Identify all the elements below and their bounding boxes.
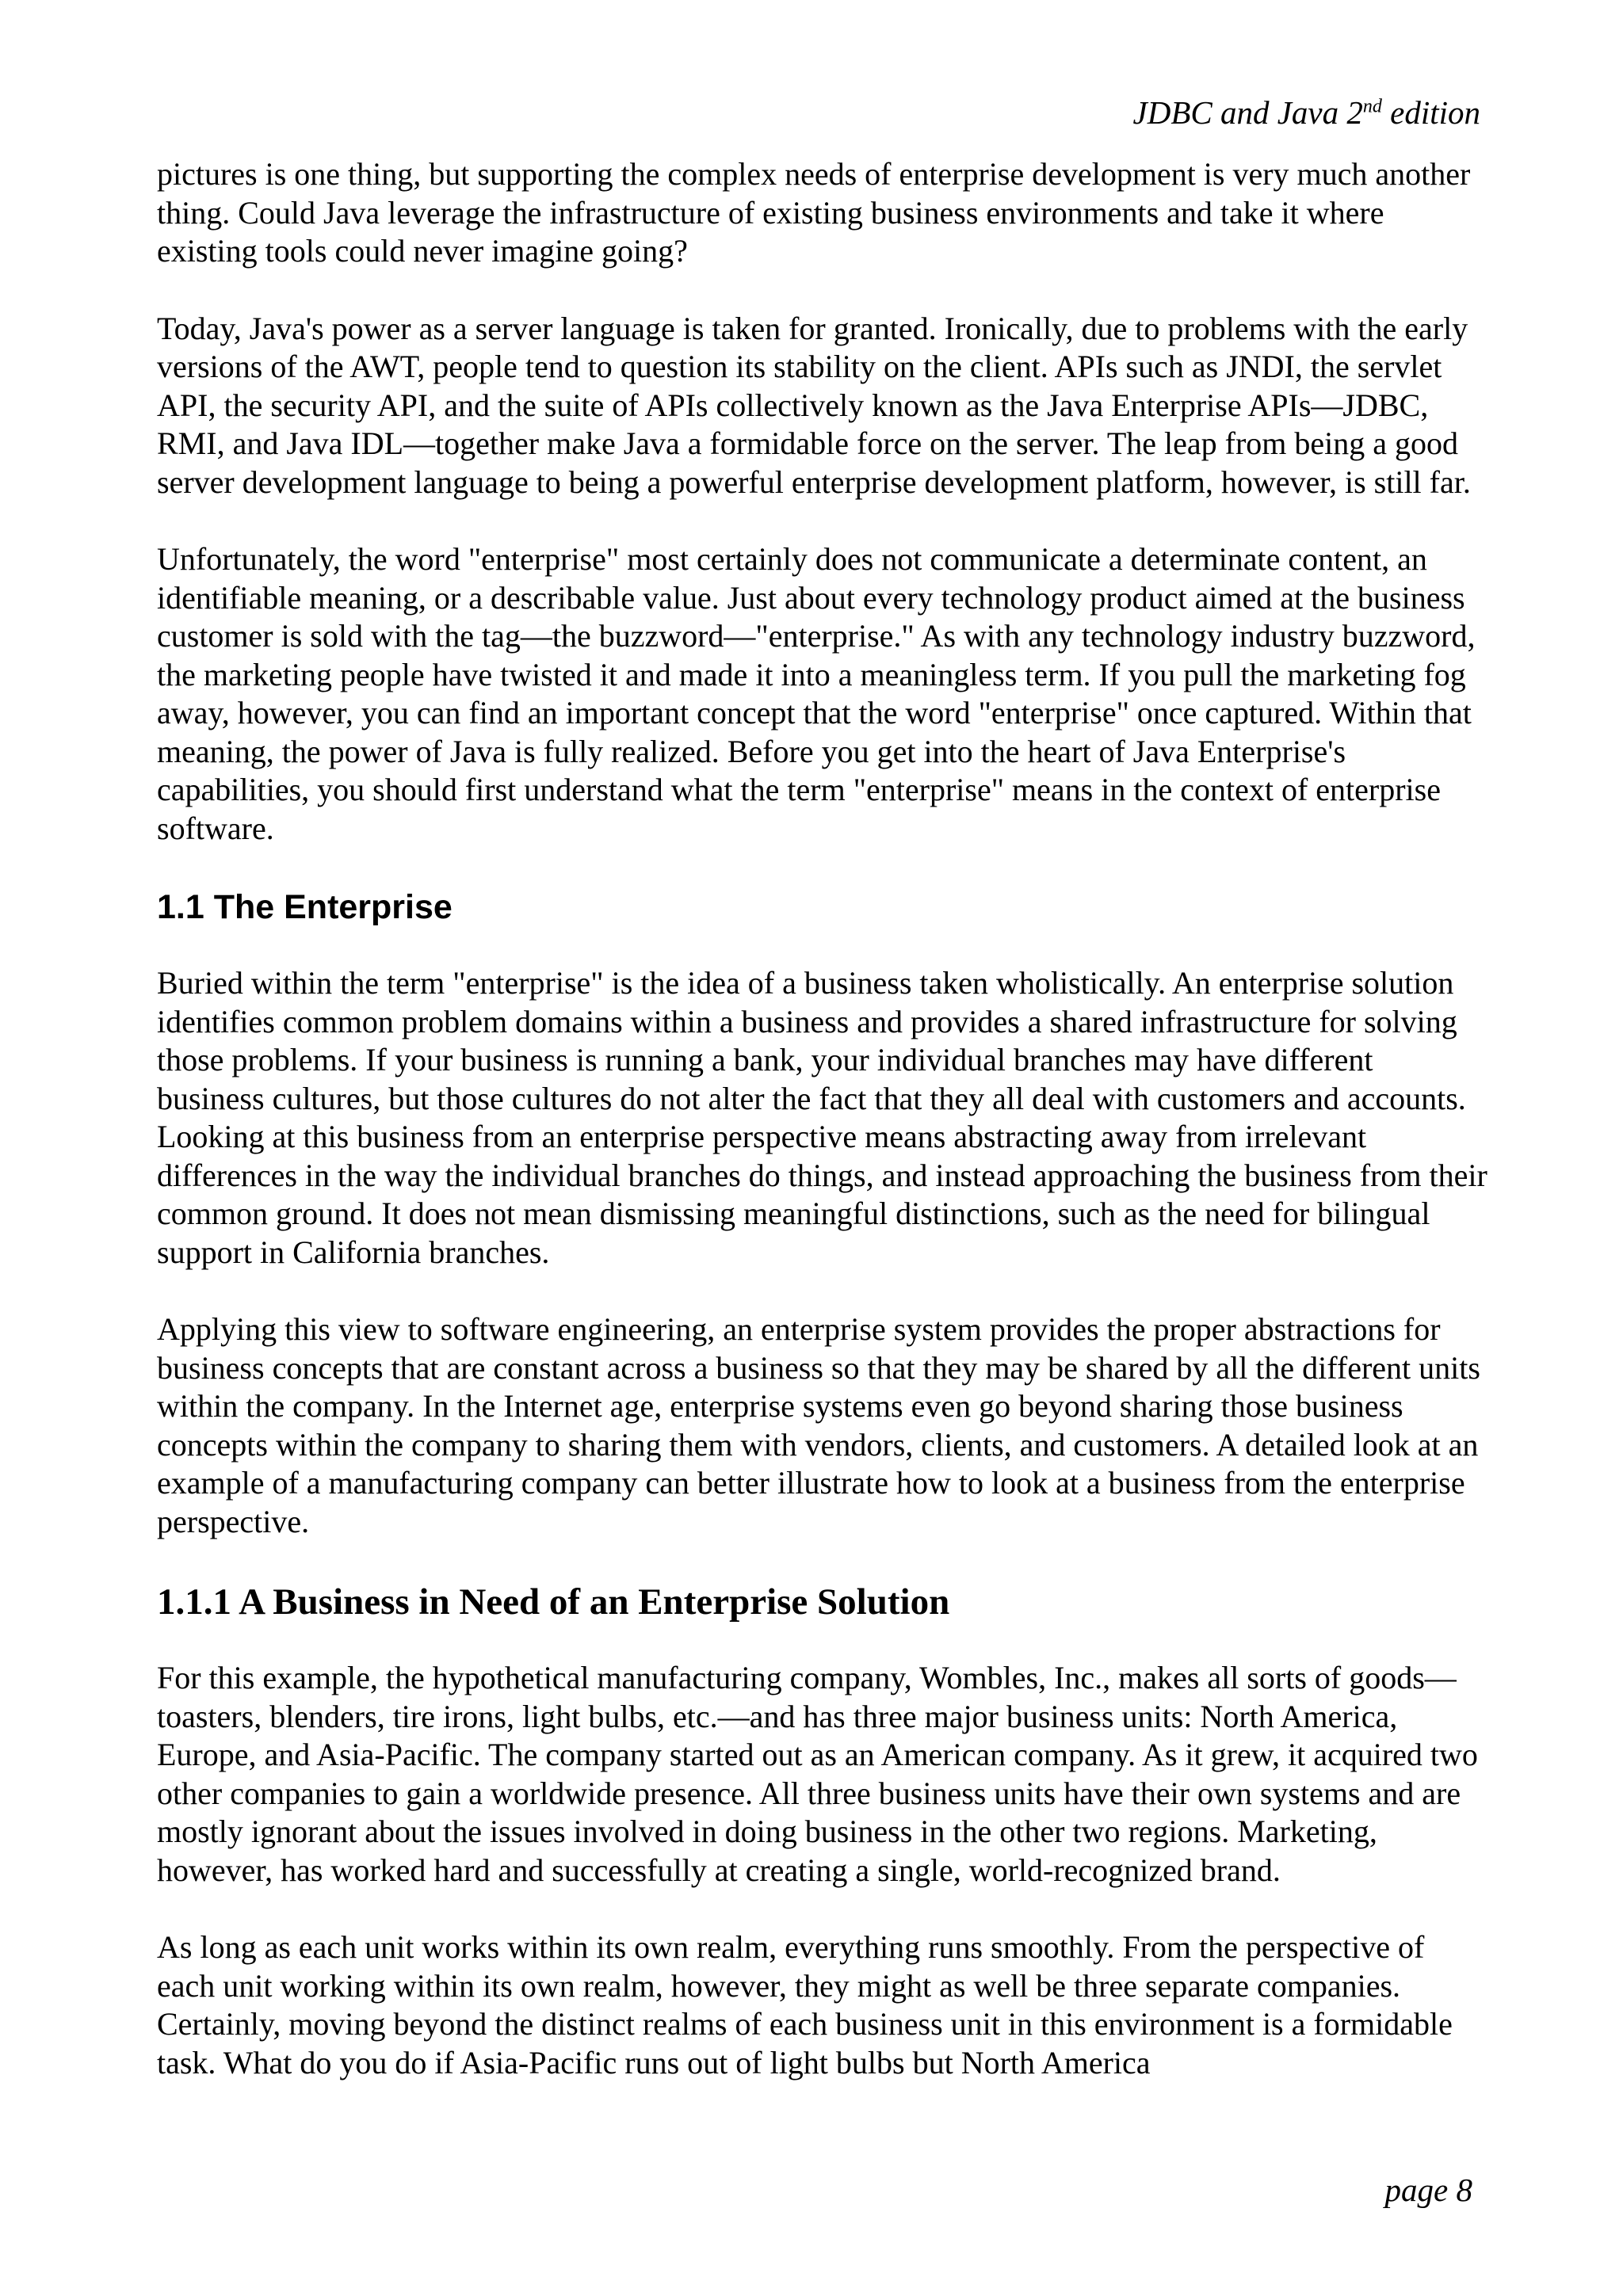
section-heading-1-1: 1.1 The Enterprise — [157, 888, 453, 926]
header-title-superscript: nd — [1362, 96, 1382, 117]
paragraph-5: Applying this view to software engineering, an enterprise system provides the proper abstractions for business concepts that are constant across a business so that they may be shared by all the different units within the company. In the Internet age, enterprise systems even go beyond sharing those business concepts within the company to sharing them with vendors, clients, and customers. A detailed look at an example of a manufacturing company can better illustrate how to look at a business from the enterprise perspective. — [157, 1311, 1480, 1539]
section-heading-1-1-1: 1.1.1 A Business in Need of an Enterprise Solution — [157, 1581, 950, 1623]
page-number: page 8 — [1384, 2172, 1472, 2208]
page-body — [157, 155, 1488, 2121]
paragraph-4: Buried within the term "enterprise" is the idea of a business taken wholistically. An enterprise solution identifies common problem domains within a business and provides a shared infrastructure for solving those problems. If your business is running a bank, your individual branches may have different business cultures, but those cultures do not alter the fact that they all deal with customers and accounts. Looking at this business from an enterprise perspective means abstracting away from irrelevant differences in the way the individual branches do things, and instead approaching the business from their common ground. It does not mean dismissing meaningful distinctions, such as the need for bilingual support in California branches. — [157, 965, 1487, 1270]
header-title-prefix: JDBC and Java 2 — [1132, 94, 1363, 131]
paragraph-1: pictures is one thing, but supporting the complex needs of enterprise development is very much another thing. Could Java leverage the infrastructure of existing business environments and take it where existing tools could never imagine going? — [157, 156, 1471, 269]
paragraph-7: As long as each unit works within its own realm, everything runs smoothly. From the perspective of each unit working within its own realm, however, they might as well be three separate companies. Certainly, moving beyond the distinct realms of each business unit in this environment is a formidable task. What do you do if Asia-Pacific runs out of light bulbs but North America — [157, 1929, 1453, 2081]
running-header — [1133, 93, 1480, 132]
header-title-suffix: edition — [1381, 94, 1480, 131]
paragraph-6: For this example, the hypothetical manufacturing company, Wombles, Inc., makes all sorts of goods—toasters, blenders, tire irons, light bulbs, etc.—and has three major business units: North America, Europe, and Asia-Pacific. The company started out as an American company. As it grew, it acquired two other companies to gain a worldwide presence. All three business units have their own systems and are mostly ignorant about the issues involved in doing business in the other two regions. Marketing, however, has worked hard and successfully at creating a single, world-recognized brand. — [157, 1660, 1478, 1888]
paragraph-3: Unfortunately, the word "enterprise" most certainly does not communicate a determinate content, an identifiable meaning, or a describable value. Just about every technology product aimed at the business customer is sold with the tag—the buzzword—"enterprise." As with any technology industry buzzword, the marketing people have twisted it and made it into a meaningless term. If you pull the marketing fog away, however, you can find an important concept that the word "enterprise" once captured. Within that meaning, the power of Java is fully realized. Before you get into the heart of Java Enterprise's capabilities, you should first understand what the term "enterprise" means in the context of enterprise software. — [157, 541, 1476, 846]
paragraph-2: Today, Java's power as a server language is taken for granted. Ironically, due to problems with the early versions of the AWT, people tend to question its stability on the client. APIs such as JNDI, the servlet API, the security API, and the suite of APIs collectively known as the Java Enterprise APIs—JDBC, RMI, and Java IDL—together make Java a formidable force on the server. The leap from being a good server development language to being a powerful enterprise development platform, however, is still far. — [157, 310, 1471, 500]
